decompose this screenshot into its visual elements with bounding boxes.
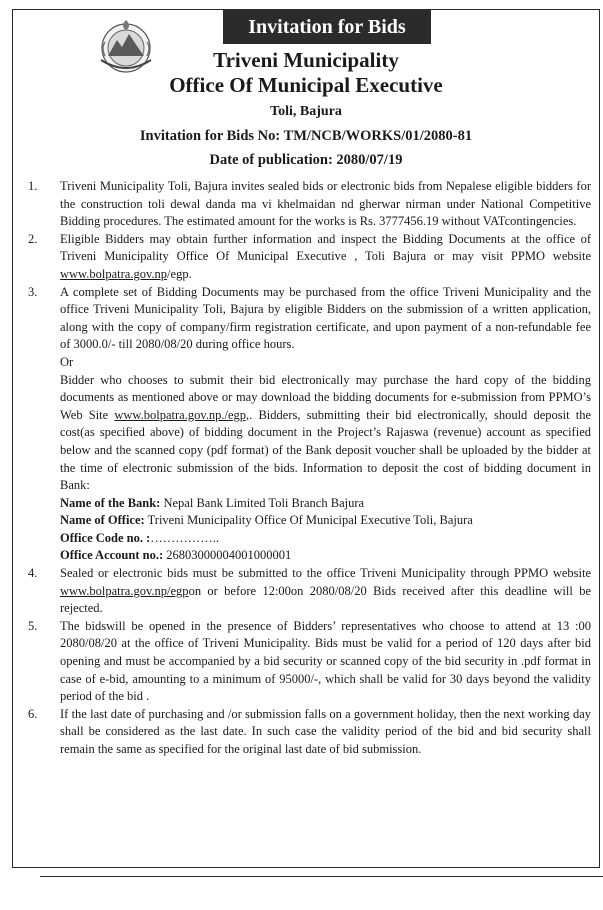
publication-date: Date of publication: 2080/07/19: [209, 152, 403, 168]
ppmo-submit-link[interactable]: www.bolpatra.gov.np/egp: [60, 583, 189, 598]
clause-number: 5.: [28, 618, 38, 633]
paragraph-text-end: . Bidders, submitting their bid electronically, should deposit the cost(as specified above) of bidding document in the Project’s Rajaswa (revenue) account as specified below and the scanned copy (pdf format) of the Bank deposit voucher shall be uploaded by the bidder at the time of electronic submission of the bids. Information to deposit the cost of bidding document in Bank:: [60, 407, 592, 493]
office-name: Office Of Municipal Executive: [169, 73, 443, 97]
paragraph-text: Bidder who chooses to submit their bid electronically may purchase the hard copy of the bidding documents as mentioned above or may download the bidding documents for e-submission from PPMO’s Web Site: [60, 372, 591, 422]
clause-text-end: /egp.: [167, 266, 192, 281]
clause-text: The bidswill be opened in the presence of Bidders’ representatives who choose to attend at 13 :00 2080/08/20 at the office of Triveni Municipality. Bids must be valid for a period of 120 days after bid opening and must be accompanied by a bid security or scanned copy of the bid security in .pdf format in case of e-bid, amounting to a minimum of 95000/-, which shall be valid for 30 days beyond the validity period of the bid .: [60, 618, 591, 704]
office-code-line: [13, 530, 601, 548]
clause-6: [13, 706, 601, 759]
bottom-divider: [40, 876, 603, 877]
office-code-label: Office Code no. :: [60, 530, 151, 545]
location: Toli, Bajura: [270, 104, 342, 119]
clause-number: 3.: [28, 284, 38, 299]
clause-text: If the last date of purchasing and /or submission falls on a government holiday, then the next working day shall be considered as the last date. In such case the validity period of the bid and bid security shall remain the same as specified for the original last date of bid submission.: [60, 706, 591, 756]
office-account-value: 26803000004001000001: [163, 548, 292, 563]
bank-name-value: Nepal Bank Limited Toli Branch Bajura: [160, 495, 365, 510]
clause-2: [13, 231, 601, 284]
clause-text: A complete set of Bidding Documents may be purchased from the office Triveni Municipality and the office Triveni Municipality Toli, Bajura by eligible Bidders on the submission of a written application, along with the copy of company/firm registration certificate, and upon payment of a non-refundable fee of 3000.0/- till 2080/08/20 during office hours.: [60, 284, 591, 352]
clause-number: 4.: [28, 566, 38, 581]
office-name-value: Triveni Municipality Office Of Municipal Executive Toli, Bajura: [144, 513, 473, 528]
notice-body: [13, 178, 601, 759]
clause-number: 1.: [28, 179, 38, 193]
ppmo-egp-link[interactable]: www.bolpatra.gov.np./egp,: [114, 407, 250, 422]
clause-3: [13, 284, 601, 354]
clause-text: Triveni Municipality Toli, Bajura invites sealed bids or electronic bids from Nepalese eligible bidders for the construction toli dewal danda ma vi khelmaidan nd gherwar nirman under National Competitive Bidding procedures. The estimated amount for the works is Rs. 3777456.19 without VATcontingencies.: [60, 179, 591, 229]
bank-name-label: Name of the Bank:: [60, 495, 161, 510]
clause-text: Sealed or electronic bids must be submitted to the office Triveni Municipality through PPMO website: [60, 566, 591, 581]
clause-5: [13, 618, 601, 706]
office-name-label: Name of Office:: [60, 513, 145, 528]
bid-notice: [12, 9, 600, 868]
clause-text: Eligible Bidders may obtain further information and inspect the Bidding Documents at the office of Triveni Municipality Office Of Municipal Executive , Toli Bajura or may visit PPMO website: [60, 231, 591, 264]
office-code-value: ……………..: [150, 530, 220, 545]
office-name-line: [13, 512, 601, 530]
or-separator: Or: [60, 354, 74, 369]
clause-number: 2.: [28, 231, 38, 246]
bank-name-line: [13, 495, 601, 513]
ppmo-link[interactable]: www.bolpatra.gov.np: [60, 266, 168, 281]
office-account-line: [13, 547, 601, 565]
clause-4: [13, 565, 601, 618]
ifb-number: Invitation for Bids No: TM/NCB/WORKS/01/2080-81: [139, 128, 473, 144]
clause-text-end: on or before 12:00on 2080/08/20 Bids received after this deadline will be rejected.: [60, 583, 591, 616]
municipality-name: Triveni Municipality: [213, 48, 399, 72]
clause-number: 6.: [28, 706, 38, 721]
clause-1: [13, 178, 601, 231]
e-submission-paragraph: [13, 372, 601, 495]
notice-banner: Invitation for Bids: [223, 10, 431, 44]
office-account-label: Office Account no.:: [60, 548, 164, 563]
